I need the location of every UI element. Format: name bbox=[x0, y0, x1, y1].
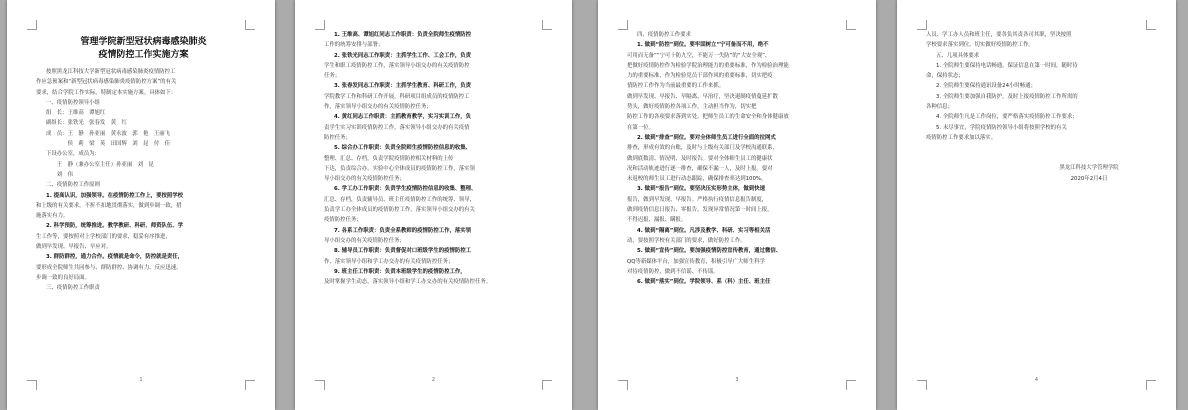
section-heading: 五、几项具体要求 bbox=[936, 52, 980, 59]
section-heading: 一、疫情防控领导小组 bbox=[46, 99, 100, 106]
page-2-text bbox=[324, 30, 548, 287]
paragraph-line: 要求，结合学院工作实际，特制定本实施方案。具体如下： bbox=[36, 89, 177, 96]
paragraph-line: 副组长：张铁光 张春发 黄 红 bbox=[46, 120, 127, 127]
paragraph-line: 1. 全院师生要保持电话畅通，保证信息在第一时间，随时待 bbox=[936, 62, 1078, 69]
paragraph-line: 命，保持状态； bbox=[926, 73, 964, 80]
paragraph-line: 及时掌握学生动态，落实领导小组和学工办交办的有关疫情防控任务。 bbox=[324, 279, 492, 286]
paragraph-line: 6. 学工办工作职责：负责学生疫情防控信息的收集、整理、 bbox=[334, 186, 477, 193]
paragraph-line: 5. 做到“宣传”到位。要加强疫情防控宣传教育，通过微信、 bbox=[637, 248, 782, 255]
paragraph-line: 各种信息； bbox=[926, 104, 953, 111]
paragraph-line: 未返校的师生员工进行动态跟踪，确保排查率达到100%。 bbox=[627, 176, 767, 183]
paragraph-line: 作，落实领导小组交办的有关疫情防控任务； bbox=[324, 104, 432, 111]
paragraph-line: 负责学工办全体成员的疫情防控工作，落实领导小组交办的有关 bbox=[324, 207, 475, 214]
paragraph-line: 对待疫情防控，做到不信谣、不传谣。 bbox=[627, 268, 719, 275]
section-heading: 二、疫情防控工作原则 bbox=[46, 182, 100, 189]
section-heading: 四、疫情防控工作要求 bbox=[637, 32, 691, 38]
document-page-1 bbox=[7, 0, 275, 410]
crop-mark bbox=[27, 20, 37, 30]
paragraph-line: 5. 未尽事宜，学院疫情防控领导小组将按照学校的有关 bbox=[936, 124, 1067, 131]
paragraph-line: 整理、汇总、存档，负责学院疫情防控相关材料的上传 bbox=[324, 155, 454, 162]
document-page-4 bbox=[897, 0, 1176, 410]
crop-mark bbox=[618, 20, 628, 30]
paragraph-line: 况和活动轨迹进行逐一排查，确保不漏一人，及时上报。要对 bbox=[627, 165, 773, 172]
document-page-3 bbox=[598, 0, 876, 410]
page-3-text bbox=[627, 30, 852, 287]
page-1-text bbox=[36, 30, 251, 294]
paragraph-line: 1. 王维高、谭旭红同志工作职责：负责全院师生疫情防控 bbox=[334, 32, 472, 38]
paragraph-line: 刘 伟 bbox=[46, 171, 73, 178]
paragraph-line: 把做好疫情防控作为检验学院治理能力的重要标准，作为检验治理能 bbox=[627, 62, 789, 69]
paragraph-line: 施落实有力。 bbox=[36, 213, 69, 220]
paragraph-line: 3. 群防群控，通力合作。疫情就是命令，防控就是责任， bbox=[46, 254, 184, 261]
signature-date: 2020年2月4日 bbox=[1070, 175, 1108, 182]
document-title-line-1: 管理学院新型冠状病毒感染肺炎 bbox=[80, 37, 207, 47]
paragraph-line: QQ等新媒体平台，加强宣传教育，积极引导广大师生科学 bbox=[627, 258, 765, 265]
paragraph-line: 动，要按照学校有关部门的要求，做好防控工作。 bbox=[627, 237, 746, 244]
paragraph-line: 生工作等，要按照对上学校部门的要求，稳妥有序推进， bbox=[36, 233, 171, 240]
paragraph-line: 防控工作的各项要求落到实处，把师生员工的生命安全和身体健康放 bbox=[627, 114, 789, 121]
paragraph-line: 导小组交办的有关疫情防控任务； bbox=[324, 176, 405, 183]
paragraph-line: 报告，做到早发现、早报告。严格执行疫情信息报告制度， bbox=[627, 196, 768, 203]
paragraph-line: 4. 做到“隔离”到位。凡涉及教学、科研、实习等相关活 bbox=[637, 227, 771, 234]
paragraph-line: 2. 做到“排查”到位。要对全体师生员工进行全面的拉网式 bbox=[637, 134, 776, 141]
paragraph-line: 4. 全院师生凡是工作岗位，要严格落实疫情防控工作要求； bbox=[936, 114, 1078, 121]
paragraph-line: 疫情防控工作要求加以落实。 bbox=[926, 134, 997, 141]
paragraph-line: 情防控工作作为当前最重要的工作来抓。 bbox=[627, 83, 725, 90]
crop-mark bbox=[846, 20, 856, 30]
paragraph-line: 2. 全院师生要保持通讯设备24小时畅通； bbox=[936, 83, 1036, 90]
paragraph-line: 成 员：王 静 孙亚丽 黄永波 郭 艳 王丽飞 bbox=[46, 130, 170, 137]
paragraph-line: 按照黑龙江科技大学新型冠状病毒感染肺炎疫情防控工 bbox=[46, 69, 176, 75]
paragraph-line: 下达，负责综合办、实验中心全体成员的疫情防控工作，落实领 bbox=[324, 165, 475, 172]
paragraph-line: 2. 张铁光同志工作职责：主抓学生工作、工会工作，负责 bbox=[334, 52, 472, 59]
paragraph-line: 下设办公室，成员为： bbox=[46, 151, 100, 158]
paragraph-line: 做到底数清、情况明、及时报告。要对全体师生员工的健康状 bbox=[627, 155, 773, 162]
paragraph-line: 1. 提高认识，加强领导。在疫情防控工作上，要按照学校 bbox=[46, 192, 184, 199]
paragraph-line: 作，落实领导小组和学工办交办的有关疫情防控任务； bbox=[324, 258, 454, 265]
paragraph-line: 1. 做到“防控”到位。要牢固树立“宁可备而不用，绝不 bbox=[637, 42, 769, 49]
paragraph-line: 要形成全院师生共同参与、群防群控、协调有力、反应迅速、 bbox=[36, 264, 182, 271]
paragraph-line: 和上级的有关要求，不折不扣地贯彻落实，做到步调一致，措 bbox=[36, 202, 182, 209]
paragraph-line: 在第一位。 bbox=[627, 124, 654, 131]
paragraph-line: 7. 各系工作职责：负责全系教师的疫情防控工作，落实领 bbox=[334, 227, 472, 234]
paragraph-line: 不得迟报、漏报、瞒报。 bbox=[627, 217, 687, 224]
paragraph-line: 3. 张春发同志工作职责：主抓学生教育、科研工作，负责 bbox=[334, 83, 472, 90]
paragraph-line: 责学生实习实训疫情防控工作，落实领导小组交办的有关疫情 bbox=[324, 124, 470, 131]
signature-organization: 黑龙江科技大学管理学院 bbox=[1059, 165, 1119, 172]
paragraph-line: 6. 做到“落实”到位。学院领导、系（科）主任、班主任 bbox=[637, 279, 771, 286]
paragraph-line: 5. 综合办工作职责：负责全院师生疫情防控信息的收集、 bbox=[334, 145, 472, 152]
paragraph-line: 导小组交办的有关疫情防控任务； bbox=[324, 237, 405, 244]
paragraph-line: 学生和职工疫情防控工作，落实领导小组交办的有关疫情防控 bbox=[324, 62, 470, 69]
paragraph-line: 9. 班主任工作职责：负责本班级学生的疫情防控工作， bbox=[334, 268, 466, 275]
paragraph-line: 侯 莉 梁 英 田国辉 刘 昆 付 佳 bbox=[46, 141, 170, 148]
crop-mark bbox=[245, 20, 255, 30]
paragraph-line: 作应急预案和“新型冠状病毒感染肺炎疫情防控方案”的有关 bbox=[36, 79, 177, 86]
paragraph-line: 3. 全院师生要加强自我防护，及时上报疫情防控工作所需的 bbox=[936, 93, 1078, 100]
paragraph-line: 人员、学工办人员和班主任，要各负其责各司其职，坚决按照 bbox=[926, 32, 1072, 38]
page-number: 4 bbox=[1034, 377, 1039, 383]
crop-mark bbox=[917, 20, 927, 30]
paragraph-line: 学校要求落实到位，切实做好疫情防控工作。 bbox=[926, 42, 1034, 49]
spacer bbox=[926, 153, 1152, 163]
paragraph-line: 3. 做到“报告”到位。要坚决压实形势主体，做到快速 bbox=[637, 186, 765, 193]
document-title-line-2: 疫情防控工作实施方案 bbox=[98, 50, 189, 60]
paragraph-line: 组 长：王维高 谭旭红 bbox=[46, 110, 106, 117]
paragraph-line: 做到疫情信息日报告、零报告，发现异常情况第一时间上报， bbox=[627, 207, 773, 214]
crop-mark bbox=[542, 20, 552, 30]
paragraph-line: 排查，形成有效的台账，及时与上级有关部门及学校沟通联系， bbox=[627, 145, 778, 152]
paragraph-line: 学院教学工作和科研工作开展，科研项目组成员的疫情防控工 bbox=[324, 93, 470, 100]
paragraph-line: 做到早发现、早报告、早应对。 bbox=[36, 244, 112, 251]
paragraph-line: 做到早发现、早报告、早隔离、早治疗，坚决遏制疫情蔓延扩散 bbox=[627, 93, 778, 100]
page-number: 2 bbox=[431, 377, 436, 383]
page-number: 1 bbox=[139, 377, 143, 383]
paragraph-line: 防控任务； bbox=[324, 134, 351, 141]
page-number: 3 bbox=[735, 377, 739, 383]
paragraph-line: 势头，做好疫情防控各项工作，主动担当作为，切实把 bbox=[627, 104, 757, 111]
paragraph-line: 步调一致的良好局面。 bbox=[36, 274, 90, 281]
paragraph-line: 疫情防控任务； bbox=[324, 217, 362, 224]
paragraph-line: 任务； bbox=[324, 73, 341, 80]
paragraph-line: 2. 科学预防，统筹推进。教学教研、科研、师资队伍、学 bbox=[46, 223, 184, 230]
document-page-2 bbox=[295, 0, 572, 410]
crop-mark bbox=[1146, 20, 1156, 30]
section-heading: 三、疫情防控工作职责 bbox=[46, 285, 100, 292]
paragraph-line: 工作的统筹安排与部署； bbox=[324, 42, 384, 49]
page-4-text bbox=[926, 30, 1152, 184]
paragraph-line: 8. 辅导员工作职责：负责督促对口班级学生的疫情防控工 bbox=[334, 248, 472, 255]
crop-mark bbox=[315, 20, 325, 30]
paragraph-line: 汇总、存档，负责辅导员、班主任疫情防控工作的统筹、领导， bbox=[324, 196, 475, 203]
paragraph-line: 王 静（兼办公室主任）孙亚丽 刘 昆 bbox=[46, 161, 154, 168]
paragraph-line: 可用而无备”“宁可十防九空，不能万一失防”的“大安全观”， bbox=[627, 52, 771, 59]
paragraph-line: 4. 黄红同志工作职责：主抓教育教学，实习实训工作，负 bbox=[334, 114, 472, 121]
paragraph-line: 力的重要标准，作为检验党员干部作风的重要标准，切实把疫 bbox=[627, 73, 773, 80]
spacer bbox=[926, 143, 1152, 153]
